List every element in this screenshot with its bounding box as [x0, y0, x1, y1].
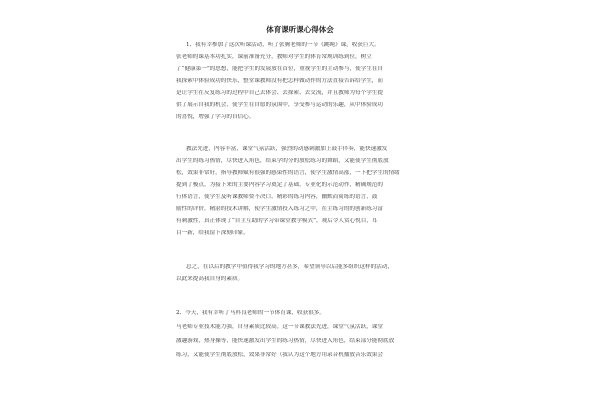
- text-line: 2、今天，我有幸听了马科良老师的一节体育课，收获很多。: [176, 310, 325, 316]
- text-line: 教法先进，内容丰富，课堂气氛活跃，强烈的动感刺激加上鼓手伴奏，能快速激发: [186, 146, 388, 152]
- text-line: 出学生的练习热情，尽快进入角色，给束学的分的放松练习的舞蹈，又能使学生彻底放: [176, 158, 389, 164]
- text-line: 我探索中体验成功的快乐，整堂课教师没有把怎样做动作的方法直接告诉给学生，而: [176, 78, 383, 84]
- text-line: 提到了极点，为接下来的主要内容学习奠定了基础，专业化的示范动作，精确规范的: [176, 182, 383, 188]
- text-line: 总之，在以后的教学中值得我学习的地方甚多，希望领导以后能多组织这样的活动，: [186, 264, 393, 270]
- text-line: 松，效果非常好，指导教师赋有很强的感染性的语言，使学生激情高涨，一下把学生的情绪: [176, 170, 400, 176]
- text-line: 是让学生在反复练习的过程中自己去体会、去探索、去交流，并且教师为每个学生提: [176, 90, 383, 96]
- text-line: 了“健康第一”的思想，能把学生的发展放在首位，重视学生的主动参与，使学生在自: [176, 66, 384, 72]
- text-line: 激趣游戏，热身操等，能快速激发出学生的练习热情，尽快进入角色，结束部分能彻底放: [176, 338, 395, 344]
- text-line: 以此来提高我自身的素质。: [176, 276, 244, 282]
- text-line: 目一新，给我留下深刻印象。: [176, 230, 249, 236]
- text-line: 行体语言，使学生及听课教师赞不决口，精彩的练习内容，幽默而简练的语言，鼓: [176, 194, 378, 200]
- text-line: 马老师专业技术能力强，自身素质比较高。这一节课教法先进，课堂气氛活跃，课堂: [176, 324, 383, 330]
- text-line: 的喜悦，增强了学习的自信心。: [176, 114, 255, 120]
- document-title: 体育课听课心得体会: [266, 25, 334, 34]
- text-line: 1、我有幸参加了这次听课活动，听了张腾老师的一节《跳绳》课，收获巨大。: [186, 42, 380, 48]
- text-line: 供了展示自我的机会，使学生在自愿的氛围中，享受参与运动的乐趣，从中体验成功: [176, 102, 383, 108]
- text-line: 张老师的课基本功扎实，课前准备充分，教师对学生的体育常规训练到位，树立: [176, 54, 372, 60]
- text-line: 练习，又能使学生彻底放松，效果非常好（我认为这个地方用录音机播放音乐效果会: [176, 352, 383, 358]
- text-line: 励性的评价，精湛的技术讲解，使学生激情投入练习之中，在主练习的的创新练习富: [176, 206, 383, 212]
- text-line: 有刺激性，真正体现了“自主互助的学习带课堂教学模式”，观后令人赏心悦目，耳: [176, 218, 378, 224]
